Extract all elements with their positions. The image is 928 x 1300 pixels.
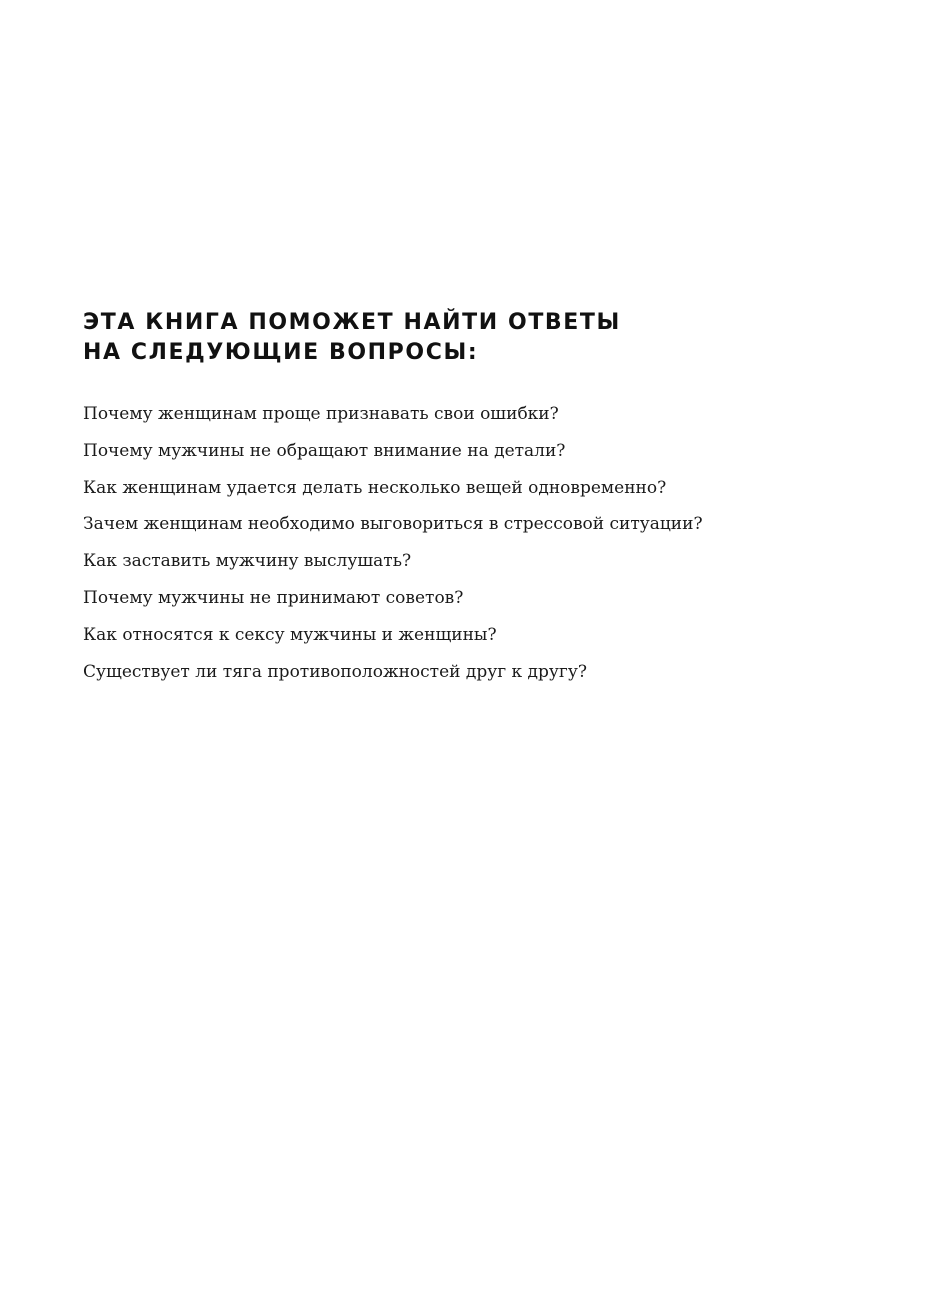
heading-line-2: НА СЛЕДУЮЩИЕ ВОПРОСЫ: <box>83 340 479 365</box>
section-heading <box>83 308 621 368</box>
question-item: Почему мужчины не обращают внимание на детали? <box>83 440 566 461</box>
question-item: Как заставить мужчину выслушать? <box>83 551 412 572</box>
question-item: Почему мужчины не принимают советов? <box>83 587 464 608</box>
question-item: Почему женщинам проще признавать свои ошибки? <box>83 404 559 424</box>
heading-line-1: ЭТА КНИГА ПОМОЖЕТ НАЙТИ ОТВЕТЫ <box>83 310 621 335</box>
question-item: Как относятся к сексу мужчины и женщины? <box>83 624 497 645</box>
question-item: Как женщинам удается делать несколько вещей одновременно? <box>83 477 667 498</box>
question-item: Существует ли тяга противоположностей друг к другу? <box>83 661 587 682</box>
question-item: Зачем женщинам необходимо выговориться в стрессовой ситуации? <box>83 514 703 535</box>
questions-list <box>83 396 703 690</box>
